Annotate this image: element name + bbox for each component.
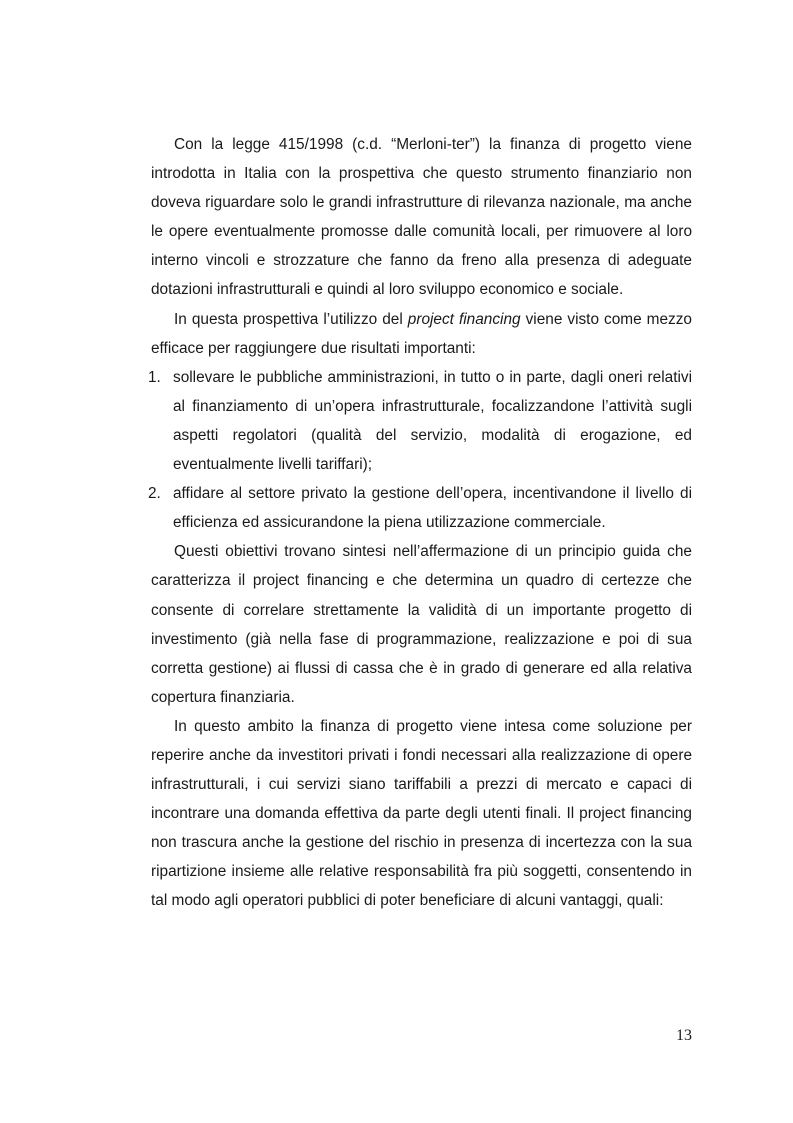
paragraph-2-after: viene visto come mezzo efficace per raggiungere due risultati importanti: <box>151 310 692 357</box>
paragraph-1: Con la legge 415/1998 (c.d. “Merloni-ter”) la finanza di progetto viene introdotta in Italia con la prospettiva che questo strumento finanziario non doveva riguardare solo le grandi infrastrutture di rilevanza nazionale, ma anche le opere eventualmente promosse dalle comunità locali, per rimuovere al loro interno vincoli e strozzature che fanno da freno alla presenza di adeguate dotazioni infrastrutturali e quindi al loro sviluppo economico e sociale. <box>151 136 692 299</box>
list-item-number: 2. <box>148 485 161 503</box>
paragraph-2-emphasis: project financing <box>407 310 521 328</box>
list-item <box>148 363 692 479</box>
paragraph-4: In questo ambito la finanza di progetto viene intesa come soluzione per reperire anche da investitori privati i fondi necessari alla realizzazione di opere infrastrutturali, i cui servizi siano tariffabili a prezzi di mercato e capaci di incontrare una domanda effettiva da parte degli utenti finali. Il project financing non trascura anche la gestione del rischio in presenza di incertezza con la sua ripartizione insieme alle relative responsabilità fra più soggetti, consentendo in tal modo agli operatori pubblici di poter beneficiare di alcuni vantaggi, quali: <box>151 717 692 910</box>
list-item-number: 1. <box>148 368 161 386</box>
list-item <box>148 479 692 537</box>
paragraph-2 <box>151 305 692 363</box>
list-item-text: affidare al settore privato la gestione dell’opera, incentivandone il livello di efficienza ed assicurandone la piena utilizzazione commerciale. <box>173 485 692 532</box>
document-page <box>148 130 692 916</box>
numbered-list <box>148 363 692 538</box>
paragraph-3: Questi obiettivi trovano sintesi nell’affermazione di un principio guida che caratterizza il project financing e che determina un quadro di certezze che consente di correlare strettamente la validità di un importante progetto di investimento (già nella fase di programmazione, realizzazione e poi di sua corretta gestione) ai flussi di cassa che è in grado di generare ed alla relativa copertura finanziaria. <box>151 543 692 706</box>
list-item-text: sollevare le pubbliche amministrazioni, in tutto o in parte, dagli oneri relativi al finanziamento di un’opera infrastrutturale, focalizzandone l’attività sugli aspetti regolatori (qualità del servizio, modalità di erogazione, ed eventualmente livelli tariffari); <box>173 368 692 474</box>
paragraph-2-before: In questa prospettiva l’utilizzo del <box>174 310 408 328</box>
page-number: 13 <box>676 1027 692 1044</box>
